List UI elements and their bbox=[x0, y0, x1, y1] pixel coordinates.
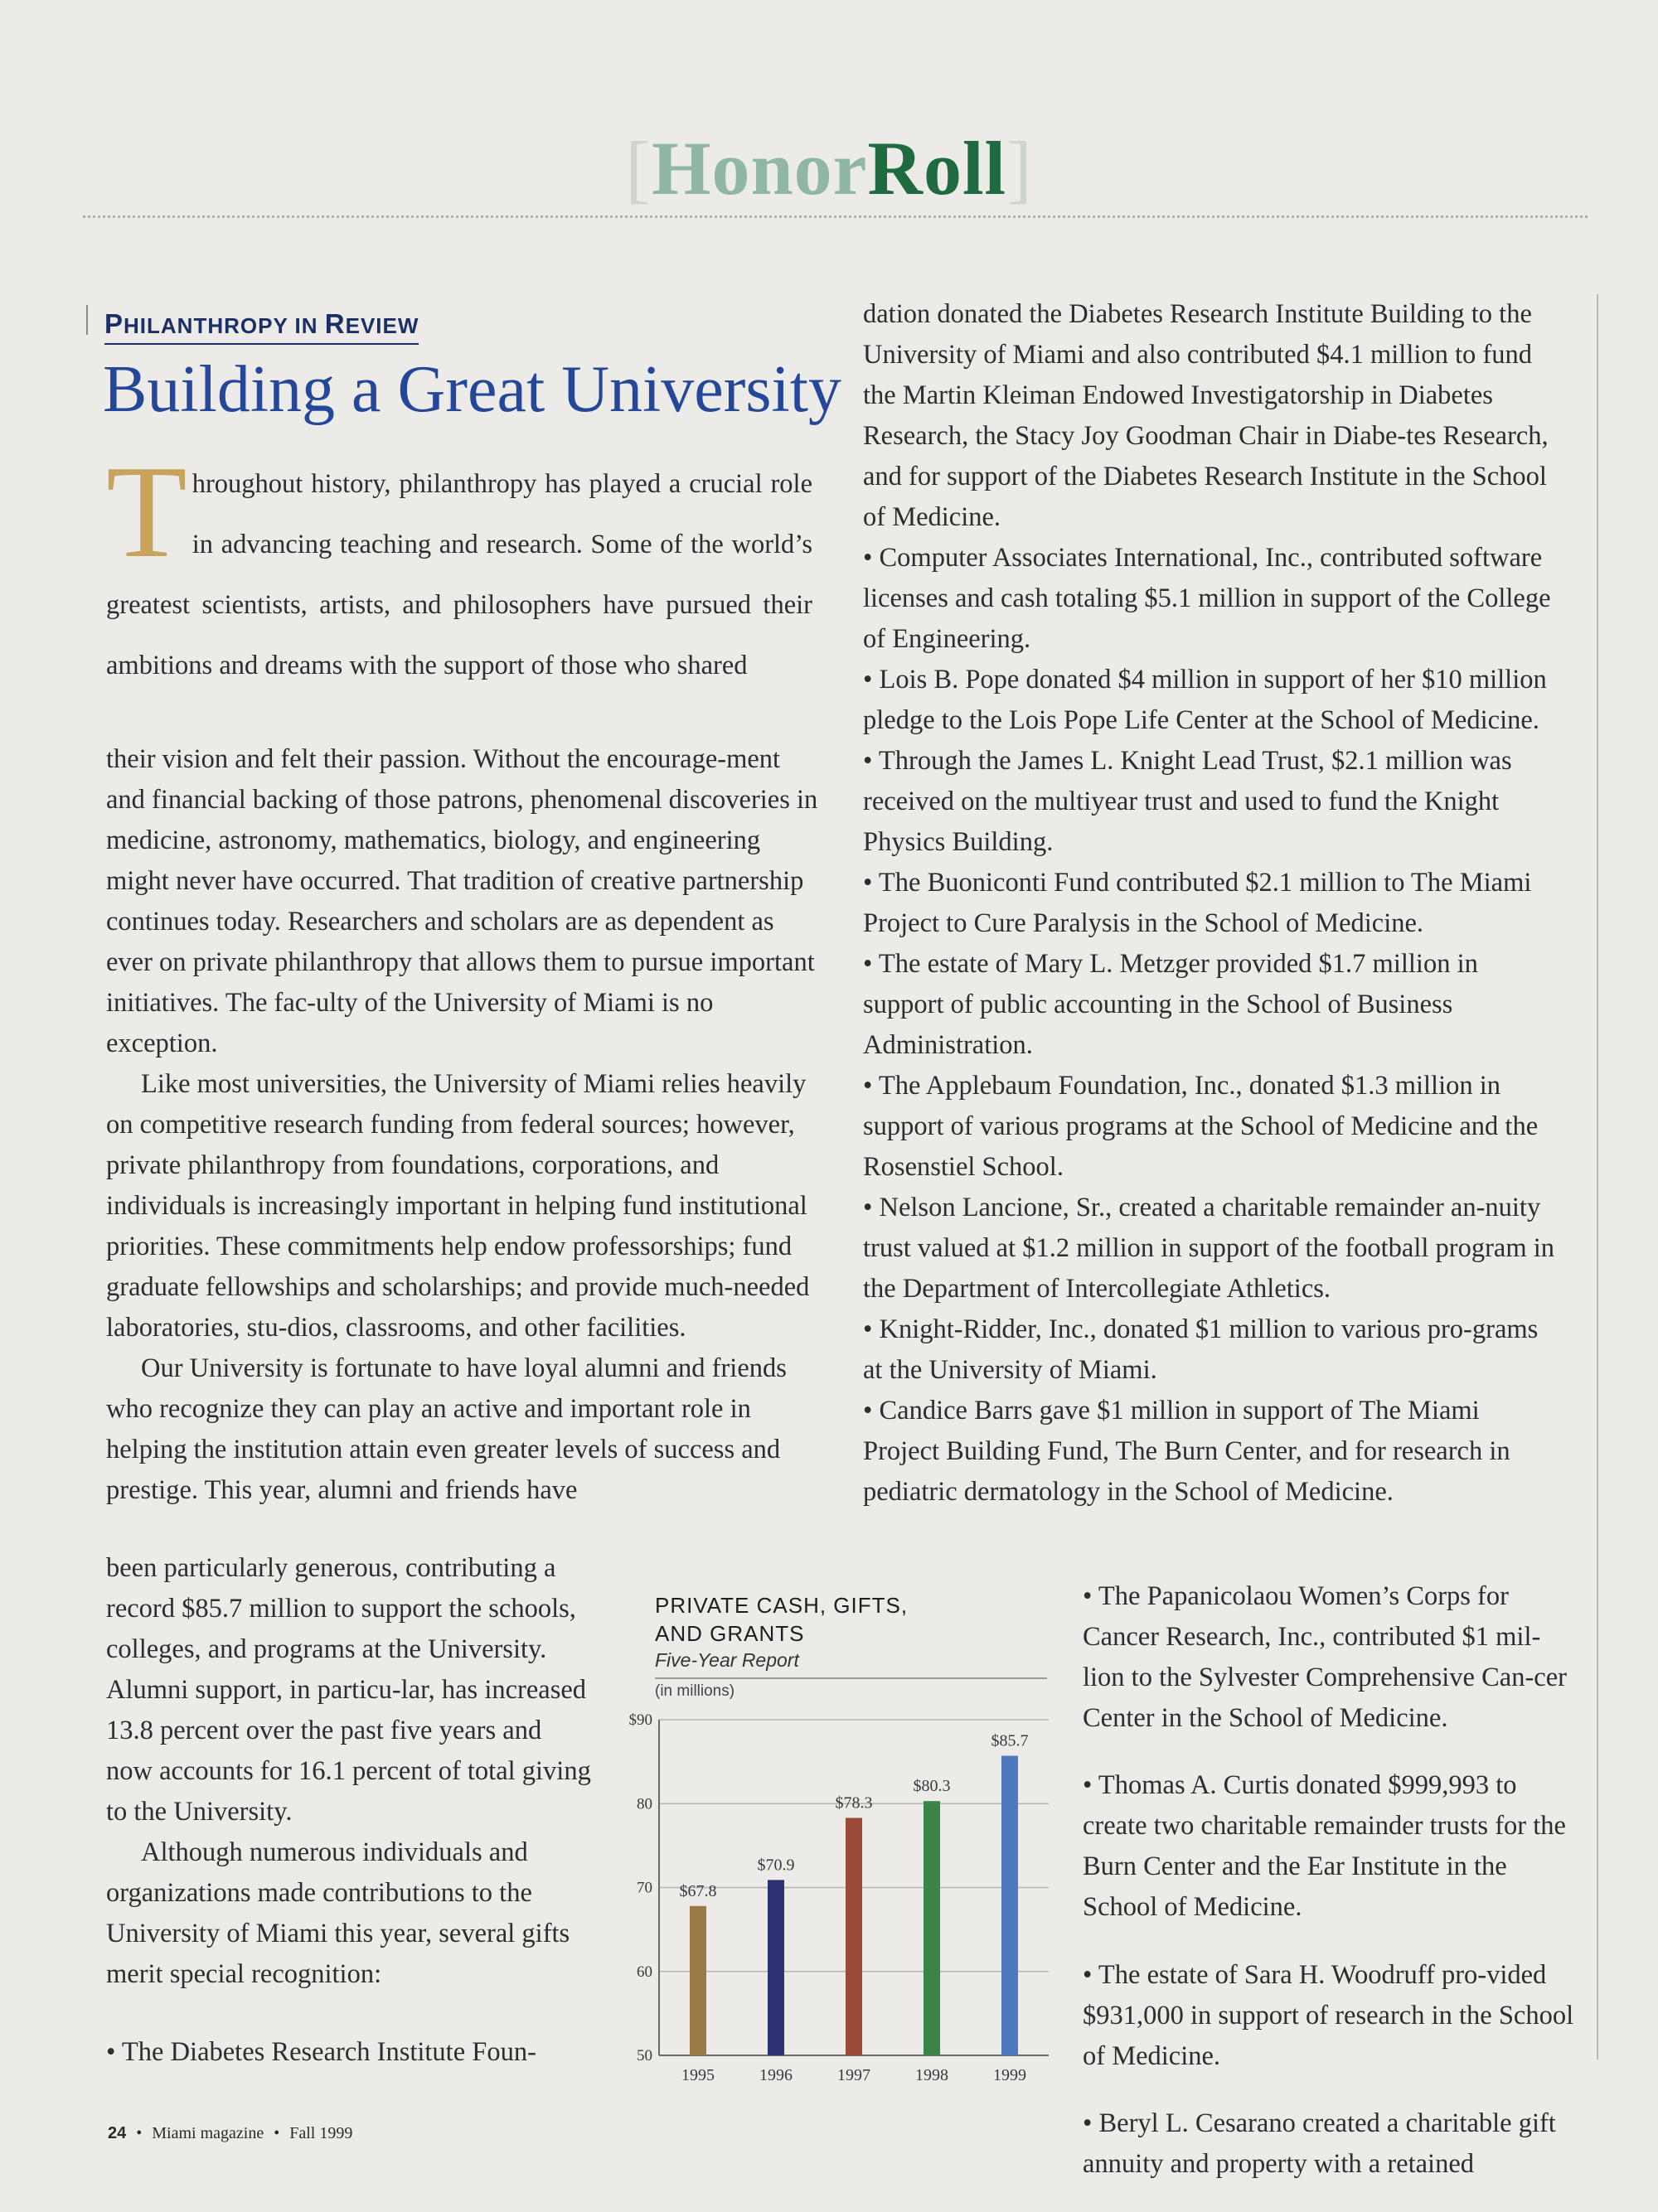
masthead-word-honor: Honor bbox=[651, 126, 868, 211]
section-masthead bbox=[0, 124, 1658, 212]
chart-title-line-2: AND GRANTS bbox=[655, 1621, 805, 1646]
page-number: 24 bbox=[108, 2124, 127, 2142]
right-continued-text: dation donated the Diabetes Research Institute Building to the University of Miami and also contributed $4.1 million to fund the Martin Kleiman Endowed Investigatorship in Diabetes Research, the Stacy Joy Goodman Chair in Diabe-tes Research, and for support of the Diabetes Research Institute in the School of Medicine. bbox=[863, 299, 1549, 532]
left-paragraph-3: Our University is fortunate to have loyal alumni and friends who recognize they can play an active and important role in helping the institution attain even greater levels of success and prestige. This year, alumni and friends have bbox=[106, 1353, 787, 1505]
gift-item: • The estate of Sara H. Woodruff pro-vided $931,000 in support of research in the School of Medicine. bbox=[1083, 1959, 1574, 2071]
bar-value-label: $78.3 bbox=[835, 1793, 873, 1813]
chart-title-rule bbox=[655, 1677, 1047, 1679]
kicker-text-2: EVIEW bbox=[345, 313, 419, 338]
y-tick-label: $90 bbox=[628, 1711, 652, 1729]
page-footer bbox=[108, 2124, 352, 2143]
publication-name: Miami magazine bbox=[152, 2124, 264, 2142]
drop-cap: T bbox=[106, 438, 187, 585]
left-paragraph-1: their vision and felt their passion. Without the encourage-ment and financial backing of those patrons, phenomenal discoveries in medicine, astronomy, mathematics, biology, and engineering might never have occurred. That tradition of creative partnership continues today. Researchers and scholars are as dependent as ever on private philanthropy that allows them to pursue important initiatives. The fac-ulty of the University of Miami is no exception. bbox=[106, 744, 818, 1058]
gift-item: • The Papanicolaou Women’s Corps for Cancer Research, Inc., contributed $1 mil-lion to the Sylvester Comprehensive Can-cer Center in the School of Medicine. bbox=[1083, 1580, 1567, 1733]
bar-chart bbox=[605, 1703, 1069, 2093]
issue-date: Fall 1999 bbox=[289, 2124, 353, 2142]
right-column-rule bbox=[1597, 294, 1598, 2060]
left-bullet-start: • The Diabetes Research Institute Foun- bbox=[106, 2037, 536, 2067]
y-tick-label: 80 bbox=[637, 1795, 652, 1813]
lead-paragraph bbox=[106, 438, 812, 696]
lead-text: hroughout history, philanthropy has played a crucial role in advancing teaching and research. Some of the world’s greatest scientists, artists, and philosophers have pursued their ambitions and dreams with the support of those who shared bbox=[106, 469, 812, 680]
right-column bbox=[863, 294, 1559, 1513]
kicker-initial-r: R bbox=[324, 308, 346, 339]
y-tick-label: 70 bbox=[637, 1879, 652, 1897]
bar bbox=[924, 1801, 940, 2055]
gift-item: • Thomas A. Curtis donated $999,993 to create two charitable remainder trusts for the Burn Center and the Ear Institute in the School of Medicine. bbox=[1083, 1770, 1566, 1922]
y-tick-label: 50 bbox=[637, 2047, 652, 2064]
footer-bullet: • bbox=[136, 2124, 143, 2142]
gift-item: • The estate of Mary L. Metzger provided $1.7 million in support of public accounting in the School of Business Administration. bbox=[863, 949, 1478, 1060]
x-tick-label: 1997 bbox=[837, 2066, 870, 2084]
x-tick-label: 1998 bbox=[915, 2066, 948, 2084]
bar-value-label: $67.8 bbox=[679, 1881, 717, 1900]
gift-item: • The Applebaum Foundation, Inc., donated $1.3 million in support of various programs at the School of Medicine and the Rosenstiel School. bbox=[863, 1071, 1539, 1182]
x-tick-label: 1995 bbox=[681, 2066, 715, 2084]
x-tick-label: 1996 bbox=[759, 2066, 793, 2084]
gift-item: • Through the James L. Knight Lead Trust, $2.1 million was received on the multiyear trust and used to fund the Knight Physics Building. bbox=[863, 746, 1512, 857]
bar bbox=[768, 1880, 784, 2055]
bar bbox=[846, 1818, 862, 2055]
bar-value-label: $85.7 bbox=[991, 1731, 1029, 1750]
kicker-text-1: HILANTHROPY IN bbox=[124, 313, 325, 338]
left-paragraph-2: Like most universities, the University of Miami relies heavily on competitive research funding from federal sources; however, private philanthropy from foundations, corporations, and individuals is increasingly important in helping fund institutional priorities. These commitments help endow professorships; fund graduate fellowships and scholarships; and provide much-needed laboratories, stu-dios, classrooms, and other facilities. bbox=[106, 1069, 810, 1343]
gift-item: • Nelson Lancione, Sr., created a charitable remainder an-nuity trust valued at $1.2 million in support of the football program in the Department of Intercollegiate Athletics. bbox=[863, 1193, 1555, 1304]
kicker-initial-p: P bbox=[104, 308, 124, 339]
masthead-word-roll: Roll bbox=[867, 126, 1007, 211]
left-paragraph-3-continued: been particularly generous, contributing a record $85.7 million to support the schools, colleges, and programs at the University. Alumni support, in particu-lar, has increased 13.8 percent over the past five years and now accounts for 16.1 percent of total giving to the University. bbox=[106, 1553, 591, 1827]
masthead-bracket-open: [ bbox=[625, 126, 652, 211]
footer-bullet: • bbox=[274, 2124, 280, 2142]
x-tick-label: 1999 bbox=[993, 2066, 1026, 2084]
chart-title bbox=[655, 1591, 908, 1648]
gift-item: • The Buoniconti Fund contributed $2.1 million to The Miami Project to Cure Paralysis in the School of Medicine. bbox=[863, 868, 1532, 938]
right-column-narrow bbox=[1083, 1549, 1580, 2212]
article-headline: Building a Great University bbox=[103, 353, 841, 426]
chart-units-label: (in millions) bbox=[655, 1682, 735, 1700]
gift-item: • Computer Associates International, Inc., contributed software licenses and cash totaling $5.1 million in support of the College of Engineering. bbox=[863, 543, 1551, 654]
section-kicker bbox=[104, 308, 419, 345]
left-column-rule bbox=[86, 305, 88, 335]
chart-title-line-1: PRIVATE CASH, GIFTS, bbox=[655, 1593, 909, 1618]
bar-value-label: $80.3 bbox=[913, 1777, 951, 1796]
left-paragraph-4: Although numerous individuals and organizations made contributions to the University of Miami this year, several gifts merit special recognition: bbox=[106, 1837, 570, 1989]
gift-item: • Lois B. Pope donated $4 million in support of her $10 million pledge to the Lois Pope Life Center at the School of Medicine. bbox=[863, 665, 1547, 735]
gift-item: • Knight-Ridder, Inc., donated $1 million to various pro-grams at the University of Miami. bbox=[863, 1314, 1539, 1385]
bar bbox=[690, 1906, 706, 2055]
bar bbox=[1001, 1756, 1018, 2055]
gift-item: • Beryl L. Cesarano created a charitable gift annuity and property with a retained bbox=[1083, 2108, 1556, 2179]
gift-item: • Candice Barrs gave $1 million in support of The Miami Project Building Fund, The Burn Center, and for research in pediatric dermatology in the School of Medicine. bbox=[863, 1396, 1510, 1507]
masthead-bracket-close: ] bbox=[1006, 126, 1033, 211]
left-column bbox=[106, 739, 819, 1511]
left-column-narrow bbox=[106, 1548, 592, 1995]
masthead-dotted-rule bbox=[83, 215, 1588, 218]
chart-subtitle: Five-Year Report bbox=[655, 1649, 799, 1671]
y-tick-label: 60 bbox=[637, 1963, 652, 1981]
bar-value-label: $70.9 bbox=[757, 1856, 795, 1875]
